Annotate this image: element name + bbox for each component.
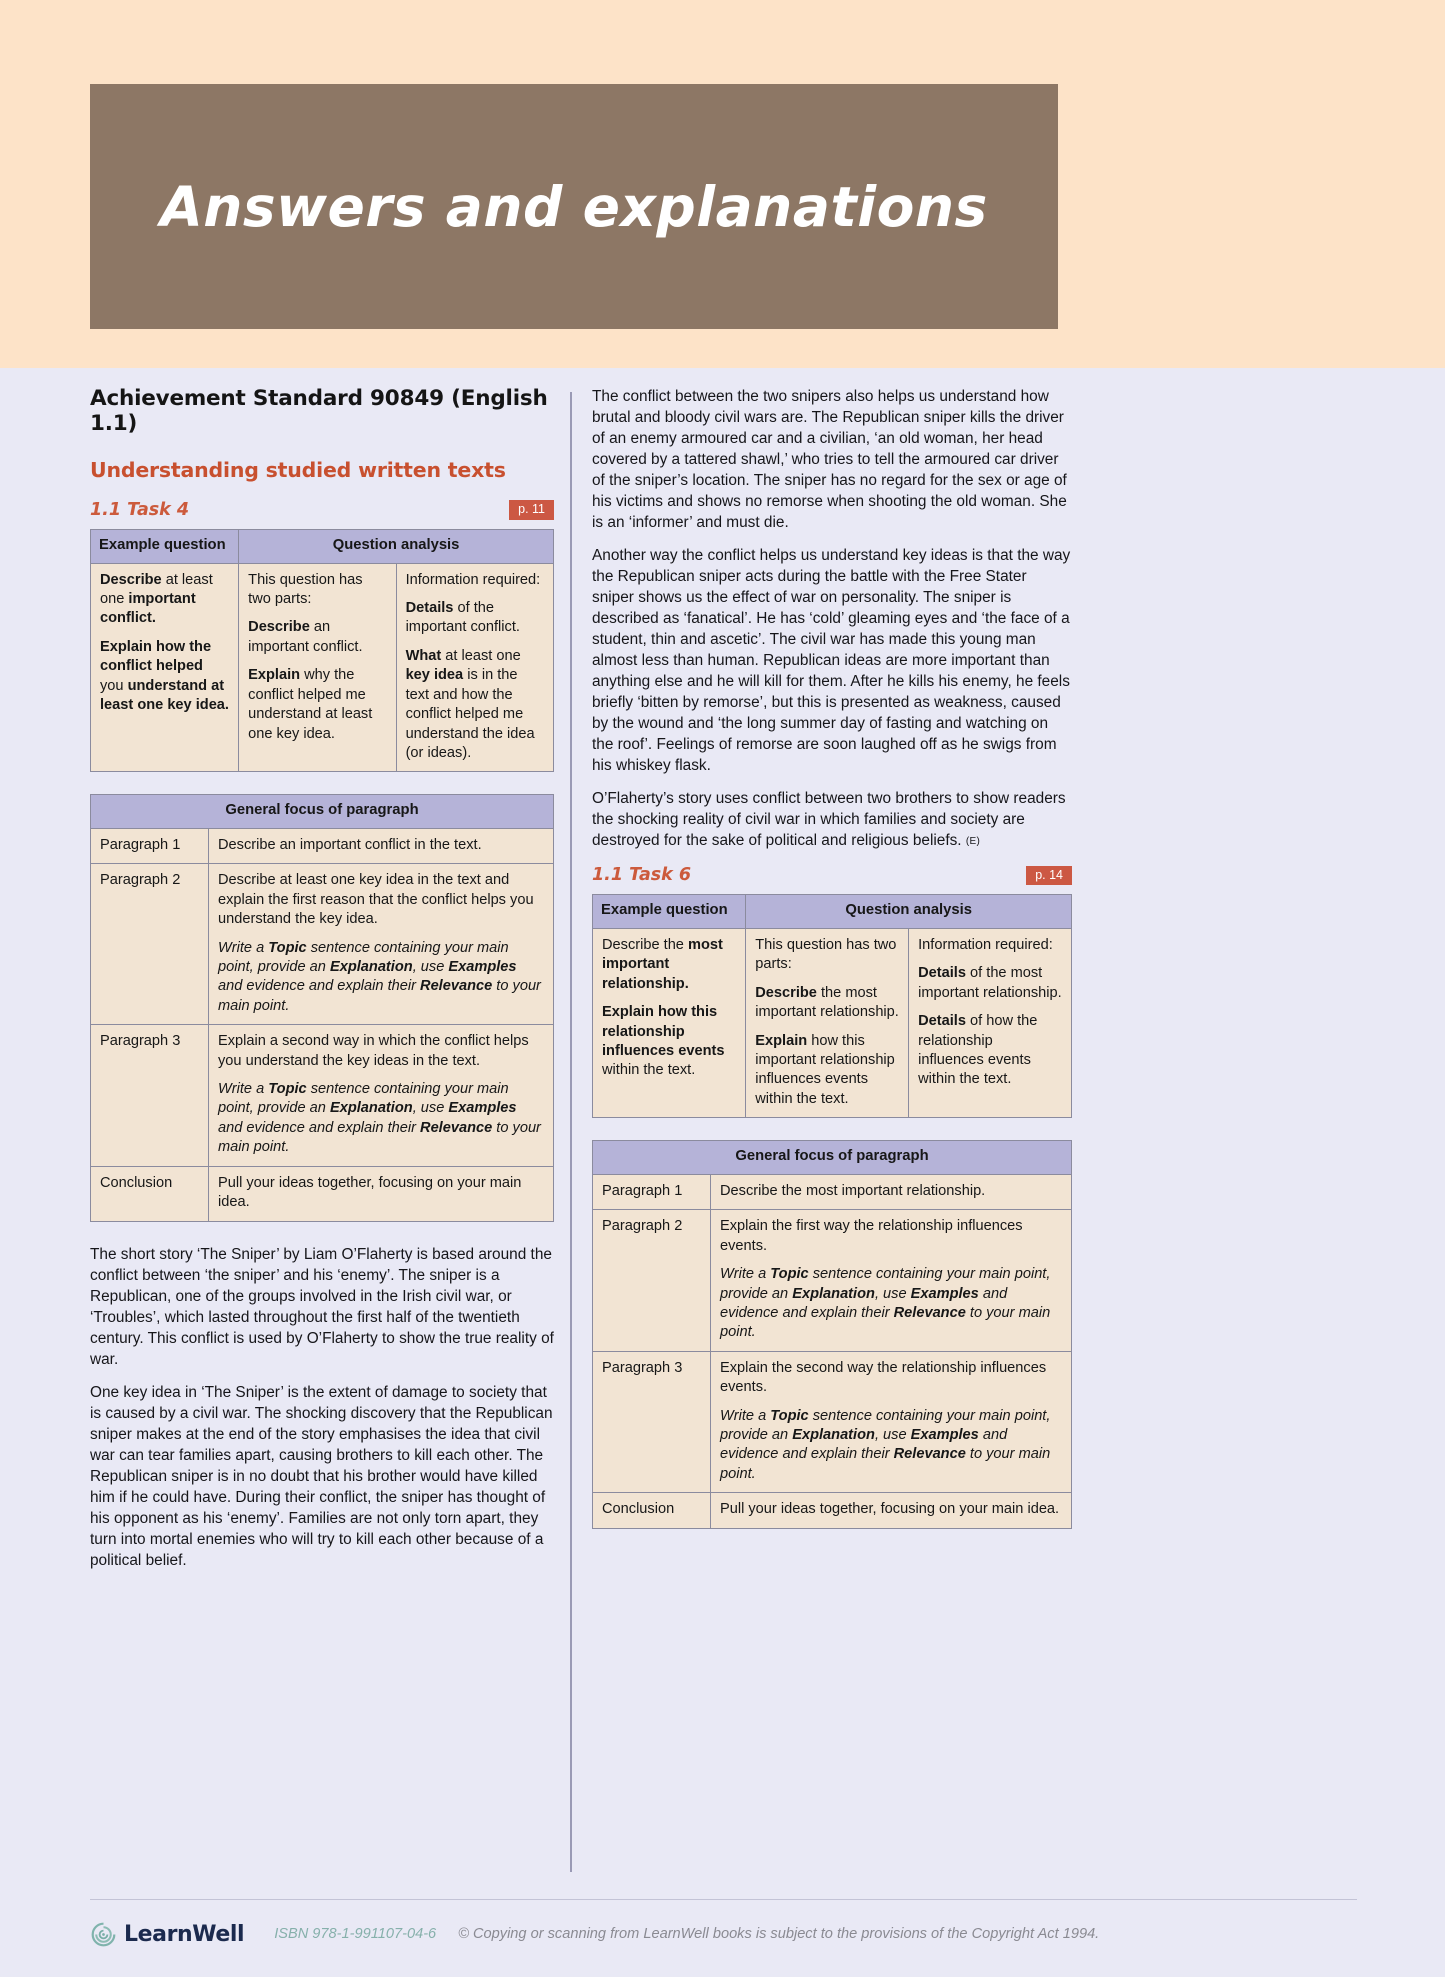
row-label-paragraph-3-left: Paragraph 3 — [91, 1025, 209, 1166]
two-column-layout — [0, 368, 1445, 1872]
table-row — [593, 1210, 1072, 1351]
table-header-row — [91, 795, 554, 829]
copyright-text: © Copying or scanning from LearnWell books is subject to the provisions of the Copyright Act 1994. — [458, 1926, 1100, 1942]
row-label-paragraph-2-left: Paragraph 2 — [91, 864, 209, 1025]
table-row — [91, 864, 554, 1025]
task-label-right: 1.1 Task 6 — [592, 865, 692, 886]
title-banner — [90, 84, 1058, 329]
col-header-question-analysis-right: Question analysis — [746, 895, 1072, 929]
row-label-conclusion-left: Conclusion — [91, 1166, 209, 1221]
table-row — [593, 929, 1072, 1118]
right-column — [592, 386, 1072, 1872]
left-paragraph-1: The short story ‘The Sniper’ by Liam O’Flaherty is based around the conflict between ‘the sniper’ and his ‘enemy’. The sniper is a Republican, one of the groups involved in the Irish civil war, or ‘Troubles’, which lasted throughout the first half of the twentieth century. This conflict is used by O’Flaherty to show the true reality of war. — [90, 1245, 554, 1368]
table-header-row — [91, 530, 554, 564]
isbn-text: ISBN 978-1-991107-04-6 — [274, 1926, 437, 1942]
table-row — [593, 1174, 1072, 1209]
col-header-example-question-right: Example question — [593, 895, 746, 929]
cell-analysis-parts-right: This question has two parts: Describe the most important relationship. Explain how this important relationship influences events within the text. — [746, 929, 909, 1118]
paragraph-focus-table-right — [592, 1140, 1072, 1528]
achievement-standard-heading: Achievement Standard 90849 (English 1.1) — [90, 386, 548, 436]
page-reference-badge-right: p. 14 — [1026, 866, 1072, 885]
column-divider — [570, 392, 572, 1872]
table-row — [91, 1166, 554, 1221]
row-text-conclusion-right: Pull your ideas together, focusing on your main idea. — [711, 1493, 1072, 1528]
page-body — [0, 368, 1445, 1977]
row-label-conclusion-right: Conclusion — [593, 1493, 711, 1528]
row-text-paragraph-1-right: Describe the most important relationship. — [711, 1174, 1072, 1209]
banner-zone — [0, 0, 1445, 368]
table-row — [593, 1351, 1072, 1492]
row-text-paragraph-1-left: Describe an important conflict in the text. — [209, 829, 554, 864]
cell-analysis-parts-left: This question has two parts: Describe an important conflict. Explain why the conflict helped me understand at least one key idea. — [239, 563, 396, 772]
cell-example-question-right: Describe the most important relationship. Explain how this relationship influences events within the text. — [593, 929, 746, 1118]
page-reference-badge-left: p. 11 — [509, 500, 554, 519]
col-header-question-analysis: Question analysis — [239, 530, 554, 564]
section-heading: Understanding studied written texts — [90, 458, 506, 482]
row-label-paragraph-1-left: Paragraph 1 — [91, 829, 209, 864]
left-column — [90, 386, 570, 1872]
right-paragraph-3-text: O’Flaherty’s story uses conflict between two brothers to show readers the shocking reality of civil war in which families and society are destroyed for the sake of political and religious beliefs. — [592, 790, 1066, 850]
page-title: Answers and explanations — [160, 174, 988, 239]
right-paragraph-1: The conflict between the two snipers also helps us understand how brutal and bloody civil wars are. The Republican sniper kills the driver of an enemy armoured car and a civilian, ‘an old woman, her head covered by a tattered shawl,’ who tries to tell the armoured car driver of the sniper’s location. The sniper has no regard for the sex or age of his victims and shows no remorse when shooting the old woman. She is an ‘informer’ and must die. — [592, 388, 1067, 532]
footer-divider — [90, 1899, 1357, 1900]
row-text-paragraph-2-right: Explain the first way the relationship influences events. Write a Topic sentence containing your main point, provide an Explanation, use Examples and evidence and explain their Relevance to your main point. — [711, 1210, 1072, 1351]
row-text-paragraph-2-left: Describe at least one key idea in the text and explain the first reason that the conflict helps you understand the key idea. Write a Topic sentence containing your main point, provide an Explanation, use Examples and evidence and explain their Relevance to your main point. — [209, 864, 554, 1025]
learnwell-wordmark: LearnWell — [124, 1921, 245, 1947]
paragraph-focus-table-left — [90, 794, 554, 1221]
row-text-paragraph-3-right: Explain the second way the relationship influences events. Write a Topic sentence containing your main point, provide an Explanation, use Examples and evidence and explain their Relevance to your main point. — [711, 1351, 1072, 1492]
table-row — [91, 563, 554, 772]
table-header-row — [593, 1141, 1072, 1175]
task-heading-row-right — [592, 865, 1072, 885]
table-row — [91, 829, 554, 864]
page-footer — [0, 1891, 1445, 1977]
cell-information-required-left: Information required: Details of the important conflict. What at least one key idea is in the text and how the conflict helped me understand the idea (or ideas). — [396, 563, 553, 772]
col-header-general-focus-left: General focus of paragraph — [91, 795, 554, 829]
table-header-row — [593, 895, 1072, 929]
row-label-paragraph-2-right: Paragraph 2 — [593, 1210, 711, 1351]
row-text-paragraph-3-left: Explain a second way in which the conflict helps you understand the key ideas in the text. Write a Topic sentence containing your main point, provide an Explanation, use Examples and evidence and explain their Relevance to your main point. — [209, 1025, 554, 1166]
right-paragraph-2: Another way the conflict helps us understand key ideas is that the way the Republican sniper acts during the battle with the Free Stater sniper shows us the effect of war on personality. The sniper is described as ‘fanatical’. He has ‘cold’ gleaming eyes and ‘the face of a student, thin and ascetic’. The civil war has made this young man almost less than human. Republican ideas are more important than anything else and he will kill for them. After he kills his enemy, he feels briefly ‘bitten by remorse’, but this is presented as weakness, caused by the wound and ‘the long summer day of fasting and watching on the roof’. Feelings of remorse are soon laughed off as he swigs from his whiskey flask. — [592, 547, 1071, 775]
col-header-general-focus-right: General focus of paragraph — [593, 1141, 1072, 1175]
question-analysis-table-left — [90, 529, 554, 772]
row-text-conclusion-left: Pull your ideas together, focusing on your main idea. — [209, 1166, 554, 1221]
right-paragraph-3 — [592, 788, 1072, 851]
excellence-marker: (E) — [965, 836, 981, 848]
spiral-logo-icon — [90, 1921, 117, 1948]
col-header-example-question: Example question — [91, 530, 239, 564]
task-label-left: 1.1 Task 4 — [90, 500, 190, 520]
left-paragraph-2: One key idea in ‘The Sniper’ is the extent of damage to society that is caused by a civil war. The shocking discovery that the Republican sniper makes at the end of the story emphasises the idea that civil war can tear families apart, causing brothers to kill each other. The Republican sniper is in no doubt that his brother would have killed him if he could have. During their conflict, the sniper has thought of his opponent as his ‘enemy’. Families are not only torn apart, they turn into mortal enemies who will try to kill each other because of a political belief. — [90, 1383, 553, 1569]
learnwell-logo — [90, 1921, 244, 1948]
question-analysis-table-right — [592, 894, 1072, 1118]
row-label-paragraph-1-right: Paragraph 1 — [593, 1174, 711, 1209]
table-row — [91, 1025, 554, 1166]
table-row — [593, 1493, 1072, 1528]
cell-information-required-right: Information required: Details of the most important relationship. Details of how the relationship influences events within the text. — [909, 929, 1072, 1118]
row-label-paragraph-3-right: Paragraph 3 — [593, 1351, 711, 1492]
task-heading-row-left — [90, 500, 554, 520]
cell-example-question-left: Describe at least one important conflict. Explain how the conflict helped you understand at least one key idea. — [91, 563, 239, 772]
